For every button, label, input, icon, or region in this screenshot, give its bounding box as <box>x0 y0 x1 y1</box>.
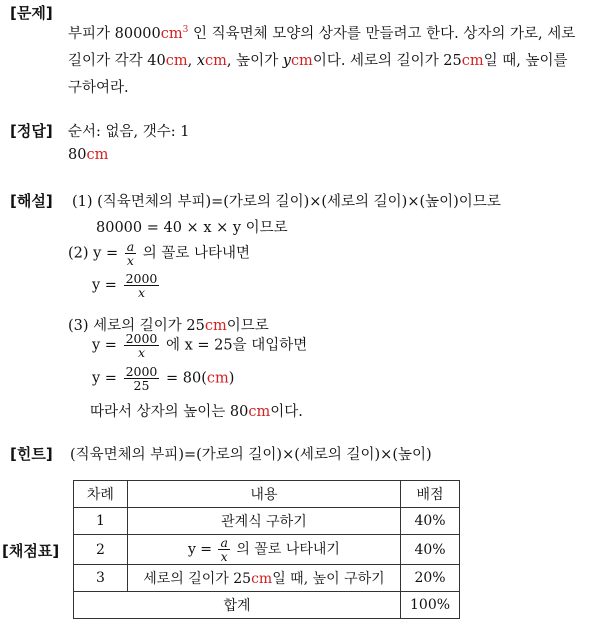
explanation-label: [해설] <box>10 192 53 210</box>
row-score: 40% <box>401 535 460 565</box>
row-no: 2 <box>74 535 128 565</box>
table-row <box>74 565 460 592</box>
scoring-total-row <box>74 592 460 619</box>
row-content: y = $\frac{a}{x}$ 의 꼴로 나타내기 <box>127 535 400 565</box>
explanation-step-3: (3) 세로의 길이가 25cm이므로 <box>68 318 269 334</box>
problem-line-2: 길이가 각각 40cm, xcm, 높이가 ycm이다. 세로의 길이가 25cm일 때, 높이를 <box>68 53 568 69</box>
explanation-conclusion: 따라서 상자의 높이는 80cm이다. <box>90 404 303 420</box>
row-no: 3 <box>74 565 128 592</box>
explanation-step-3-eq: y = $\frac{2000}{x}$ 에 x = 25을 대입하면 <box>92 331 308 360</box>
answer-order: 순서: 없음, 갯수: 1 <box>68 124 190 140</box>
explanation-step-2-eq: y = $\frac{2000}{x}$ <box>92 271 158 300</box>
answer-value: 80cm <box>68 147 109 163</box>
hint-text: (직육면체의 부피)=(가로의 길이)×(세로의 길이)×(높이) <box>70 447 432 463</box>
problem-label: [문제] <box>10 4 53 22</box>
scoring-table <box>73 480 460 619</box>
scoring-label: [채점표] <box>2 542 60 560</box>
fraction-2000-over-25: $\frac{2000}{25}$ <box>125 364 158 393</box>
problem-line-3: 구하여라. <box>68 80 129 96</box>
header-order: 차례 <box>74 481 128 508</box>
row-content: 세로의 길이가 25cm일 때, 높이 구하기 <box>127 565 400 592</box>
fraction-2000-over-x-2: $\frac{2000}{x}$ <box>125 331 158 360</box>
table-row <box>74 508 460 535</box>
fraction-a-over-x-table: $\frac{a}{x}$ <box>220 535 228 564</box>
answer-label: [정답] <box>10 122 53 140</box>
row-content: 관계식 구하기 <box>127 508 400 535</box>
explanation-step-1: (1) (직육면체의 부피)=(가로의 길이)×(세로의 길이)×(높이)이므로 <box>72 194 501 210</box>
hint-label: [힌트] <box>10 445 53 463</box>
fraction-a-over-x: $\frac{a}{x}$ <box>126 239 135 268</box>
fraction-2000-over-x: $\frac{2000}{x}$ <box>125 271 158 300</box>
header-score: 배점 <box>401 481 460 508</box>
explanation-step-3-eq-2: y = $\frac{2000}{25}$ = 80(cm) <box>92 364 235 393</box>
explanation-step-2: (2) y = $\frac{a}{x}$ 의 꼴로 나타내면 <box>68 239 251 268</box>
row-score: 20% <box>401 565 460 592</box>
total-label: 합계 <box>74 592 401 619</box>
row-score: 40% <box>401 508 460 535</box>
header-content: 내용 <box>127 481 400 508</box>
scoring-header-row <box>74 481 460 508</box>
explanation-step-1-eq: 80000 = 40 × x × y 이므로 <box>96 220 288 236</box>
problem-line-1: 부피가 $80000cm^3$ 인 직육면체 모양의 상자를 만들려고 한다. 상자의 가로, 세로 <box>68 25 576 42</box>
total-score: 100% <box>401 592 460 619</box>
row-no: 1 <box>74 508 128 535</box>
table-row <box>74 535 460 565</box>
